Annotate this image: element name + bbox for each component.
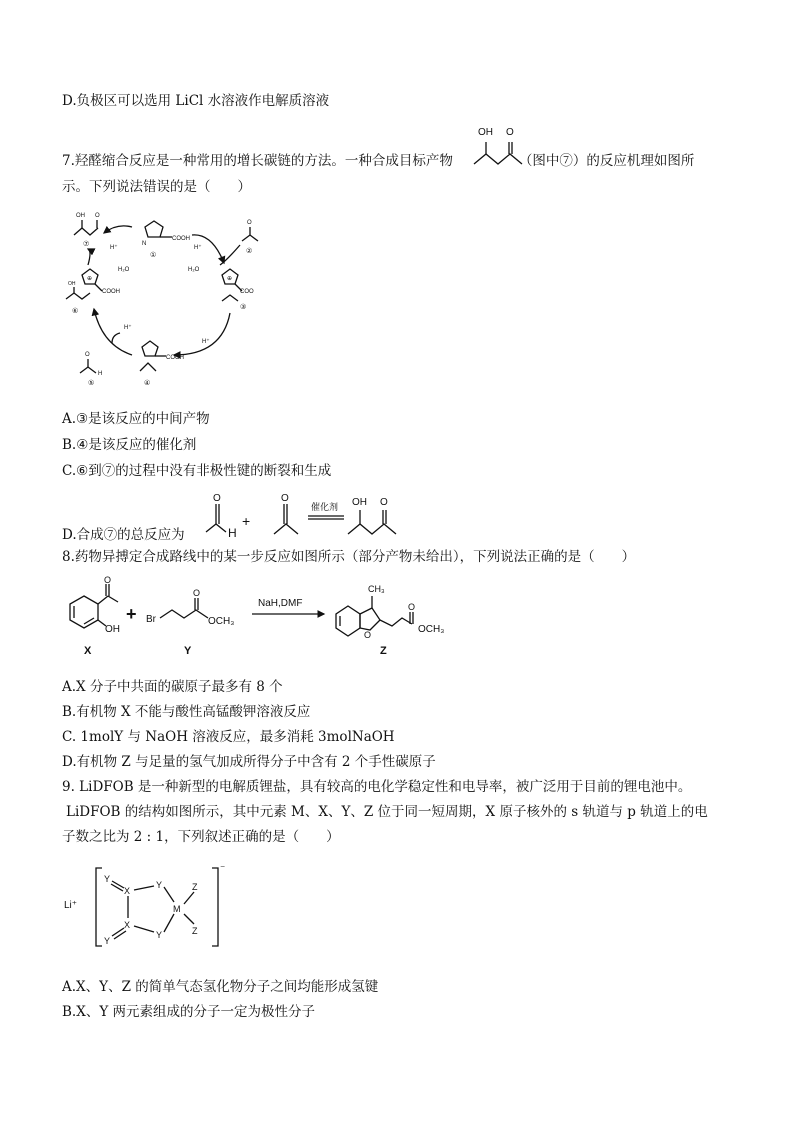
- q8-reaction-scheme: [62, 575, 462, 660]
- q9-line3: 子数之比为 2 : 1，下列叙述正确的是（ ）: [62, 829, 340, 845]
- eq-catalyst: 催化剂: [311, 502, 339, 512]
- q8-plus: +: [126, 604, 137, 624]
- svg-text:⊕: ⊕: [227, 276, 233, 282]
- q9-x1: X: [124, 886, 131, 896]
- mech-compound-5: [80, 352, 102, 387]
- q8-y-br: Br: [146, 614, 156, 625]
- q8-compound-y: [146, 588, 234, 657]
- q8-conditions: NaH,DMF: [258, 598, 303, 609]
- eq-acetone: [274, 493, 298, 534]
- q7-option-b: B.④是该反应的催化剂: [62, 437, 197, 453]
- eq-product: [348, 497, 396, 534]
- mech-hplus-1: H⁺: [110, 245, 118, 251]
- mech-hplus-4: H⁺: [124, 325, 132, 331]
- q8-stem: 8.药物异搏定合成路线中的某一步反应如图所示（部分产物未给出），下列说法正确的是（ ）: [62, 549, 636, 565]
- eq-aldehyde: [206, 493, 237, 540]
- q8-label-x: X: [84, 645, 92, 657]
- mech-6-oh: OH: [68, 281, 76, 287]
- mech-compound-7: [74, 213, 100, 248]
- q7-product-o: O: [506, 127, 514, 138]
- mech-hplus-3: H⁺: [202, 339, 210, 345]
- mech-hplus-2: H⁺: [194, 245, 202, 251]
- eq-plus: +: [242, 513, 251, 529]
- q7-stem-line2: 示。下列说法错误的是（ ）: [62, 179, 251, 195]
- q9-option-b: B.X、Y 两元素组成的分子一定为极性分子: [62, 1004, 316, 1020]
- q8-label-z: Z: [380, 645, 387, 657]
- eq-aldehyde-o: O: [213, 493, 221, 504]
- q8-y-o: O: [193, 588, 201, 598]
- q8-compound-x: [70, 575, 120, 657]
- mech-label-6: ⑥: [72, 308, 79, 315]
- mech-label-1: ①: [150, 252, 157, 259]
- q9-z2: Z: [192, 926, 198, 936]
- q8-z-ch3: CH₃: [368, 584, 385, 594]
- q9-charge: ⁻: [220, 864, 226, 875]
- q7-option-a: A.③是该反应的中间产物: [62, 411, 210, 427]
- q8-x-oh: OH: [105, 624, 120, 635]
- mech-compound-6: [66, 269, 120, 315]
- q9-line1: 9. LiDFOB 是一种新型的电解质锂盐，具有较高的电化学稳定性和电导率，被广泛用于目前的锂电池中。: [62, 779, 692, 795]
- q9-z1: Z: [192, 882, 198, 892]
- q7-stem-line1: [62, 152, 694, 170]
- eq-product-oh: OH: [352, 497, 367, 508]
- mech-6-cooh: COOH: [102, 289, 120, 295]
- mech-1-cooh: COOH: [172, 236, 190, 242]
- q7-product-structure: [470, 120, 536, 170]
- mech-7-o: O: [95, 213, 100, 219]
- mech-4-cooh: COOH: [166, 355, 184, 361]
- mech-h2o-1: H₂O: [118, 267, 130, 273]
- eq-product-o: O: [380, 497, 388, 508]
- q8-y-och3: OCH₃: [208, 616, 235, 627]
- q9-y4: Y: [156, 930, 163, 940]
- q8-option-c: C. 1molY 与 NaOH 溶液反应，最多消耗 3molNaOH: [62, 729, 395, 745]
- q9-y1: Y: [104, 874, 111, 884]
- q8-z-o: O: [364, 630, 372, 640]
- eq-aldehyde-h: H: [228, 526, 237, 540]
- q8-compound-z: [336, 584, 444, 657]
- q7-stem-part1: 7.羟醛缩合反应是一种常用的增长碳链的方法。一种合成目标产物: [62, 153, 453, 169]
- mech-label-4: ④: [144, 380, 151, 387]
- svg-text:⊕: ⊕: [87, 276, 93, 282]
- mech-label-7: ⑦: [83, 241, 90, 248]
- q7-option-c: C.⑥到⑦的过程中没有非极性键的断裂和生成: [62, 463, 332, 479]
- q9-m: M: [173, 904, 181, 914]
- q7-product-oh: OH: [478, 127, 493, 138]
- mech-compound-3: [222, 269, 254, 311]
- mech-compound-1: [142, 221, 190, 259]
- q8-label-y: Y: [184, 645, 192, 657]
- mech-label-5: ⑤: [88, 380, 95, 387]
- mech-5-o: O: [85, 352, 90, 358]
- mech-h2o-2: H₂O: [188, 267, 200, 273]
- q8-option-b: B.有机物 X 不能与酸性高锰酸钾溶液反应: [62, 704, 311, 720]
- q7-option-d-equation: [196, 490, 426, 545]
- q7-mechanism-diagram: [62, 205, 277, 390]
- mech-1-n: N: [142, 241, 147, 247]
- mech-compound-4: [140, 341, 184, 387]
- q7-option-d: D.合成⑦的总反应为: [62, 527, 185, 543]
- mech-7-oh: OH: [76, 213, 85, 219]
- mech-compound-2: [242, 220, 258, 255]
- q9-structure: [62, 860, 242, 952]
- q8-z-och3: OCH₃: [418, 624, 445, 635]
- q7-stem-part2: （图中⑦）的反应机理如图所: [518, 153, 695, 169]
- eq-acetone-o: O: [281, 493, 289, 504]
- q9-option-a: A.X、Y、Z 的简单气态氢化物分子之间均能形成氢键: [62, 979, 379, 995]
- mech-5-h: H: [98, 371, 103, 377]
- mech-3-coo: COO: [240, 289, 254, 295]
- q8-option-d: D.有机物 Z 与足量的氢气加成所得分子中含有 2 个手性碳原子: [62, 754, 436, 770]
- q8-x-o: O: [104, 575, 112, 585]
- q6-option-d: D.负极区可以选用 LiCl 水溶液作电解质溶液: [62, 93, 330, 109]
- q9-y3: Y: [104, 936, 111, 946]
- q8-z-o2: O: [408, 602, 416, 612]
- q9-line2: LiDFOB 的结构如图所示，其中元素 M、X、Y、Z 位于同一短周期，X 原子核外的 s 轨道与 p 轨道上的电: [66, 804, 708, 820]
- q9-x2: X: [124, 920, 131, 930]
- mech-2-o: O: [247, 220, 252, 226]
- mech-label-2: ②: [246, 248, 253, 255]
- mech-label-3: ③: [240, 304, 247, 311]
- q8-option-a: A.X 分子中共面的碳原子最多有 8 个: [62, 679, 283, 695]
- q9-y2: Y: [156, 880, 163, 890]
- q9-li: Li⁺: [64, 900, 78, 911]
